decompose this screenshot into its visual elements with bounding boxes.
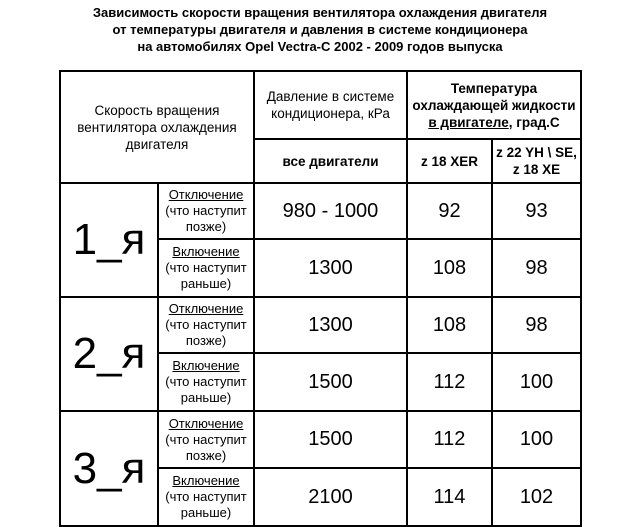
state-note: (что наступит позже) [165,431,247,463]
temp-engine-1-cell: 112 [407,353,492,411]
state-cell-off [158,297,254,353]
header-temp-post: , град.С [508,114,560,130]
temp-engine-1-cell: 92 [407,183,492,239]
state-cell-on [158,239,254,297]
header-temp-underlined: в двигателе [428,114,509,130]
state-note: (что наступит раньше) [165,260,247,291]
pressure-cell: 2100 [254,468,407,526]
title-line-2: от температуры двигателя и давления в системе кондиционера [112,22,528,37]
temp-engine-2-cell: 100 [492,411,581,468]
header-speed: Скорость вращения вентилятора охлаждения двигателя [60,71,254,183]
temp-engine-2-cell: 98 [492,239,581,297]
state-note: (что наступит раньше) [165,489,247,520]
speed-cell: 2_я [60,297,158,411]
temp-engine-2-cell: 100 [492,353,581,411]
table-row [60,297,581,353]
temp-engine-1-cell: 108 [407,239,492,297]
temp-engine-2-cell: 93 [492,183,581,239]
speed-cell: 3_я [60,411,158,526]
header-temp-pre: Температура охлаждающей жидкости [412,80,576,113]
state-cell-on [158,353,254,411]
state-note: (что наступит позже) [165,317,247,348]
subheader-all-engines: все двигатели [254,139,407,183]
pressure-cell: 1300 [254,297,407,353]
state-label: Включение [172,358,240,373]
temp-engine-1-cell: 112 [407,411,492,468]
pressure-cell: 1300 [254,239,407,297]
header-temperature [407,71,581,139]
pressure-cell: 1500 [254,411,407,468]
state-cell-on [158,468,254,526]
title-line-1: Зависимость скорости вращения вентилятора охлаждения двигателя [92,5,548,20]
subheader-engine-2: z 22 YH \ SE, z 18 XE [492,139,581,183]
document-title [0,4,640,55]
temp-engine-2-cell: 98 [492,297,581,353]
pressure-cell: 1500 [254,353,407,411]
title-line-3: на автомобилях Opel Vectra-C 2002 - 2009 годов выпуска [137,39,503,54]
table-row [60,183,581,239]
speed-cell: 1_я [60,183,158,297]
state-note: (что наступит позже) [165,203,247,234]
pressure-cell: 980 - 1000 [254,183,407,239]
state-label: Отключение [168,301,244,316]
state-label: Включение [172,244,240,259]
header-pressure: Давление в системе кондиционера, кРа [254,71,407,139]
state-note: (что наступит раньше) [165,374,247,405]
table-row [60,411,581,468]
state-label: Отключение [168,187,244,202]
state-label: Включение [172,473,240,488]
temp-engine-1-cell: 108 [407,297,492,353]
temp-engine-2-cell: 102 [492,468,581,526]
subheader-engine-1: z 18 XER [407,139,492,183]
temp-engine-1-cell: 114 [407,468,492,526]
state-label: Отключение [168,415,244,431]
state-cell-off [158,411,254,468]
header-row [60,71,581,139]
state-cell-off [158,183,254,239]
fan-speed-table [59,70,582,527]
